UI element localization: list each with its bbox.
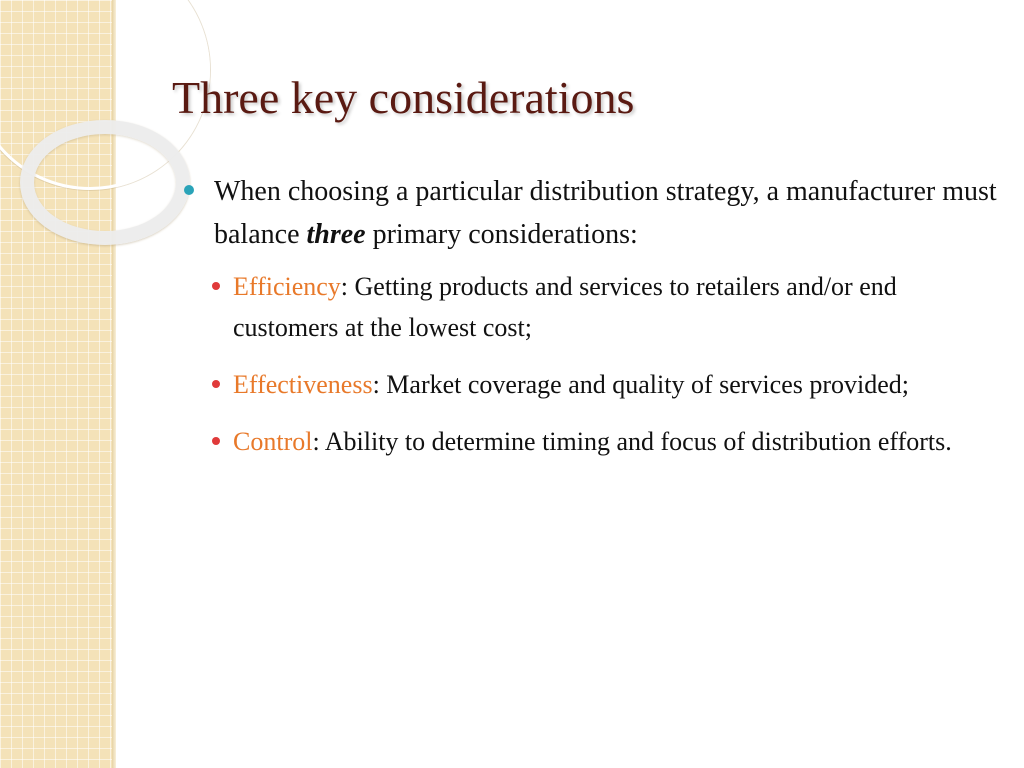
main-bullet-emphasis: three (306, 219, 366, 250)
sub-bullet-effectiveness (182, 364, 1002, 405)
sub-bullet-list (182, 266, 1002, 462)
main-bullet-text-after: primary considerations: (365, 219, 638, 250)
bullet-dot-icon (184, 185, 194, 195)
sub-bullet-term: Effectiveness (233, 370, 373, 399)
slide-title: Three key considerations (172, 72, 635, 123)
main-bullet (182, 170, 1002, 256)
sub-bullet-text: : Getting products and services to retailers and/or end customers at the lowest cost; (233, 272, 897, 342)
main-bullet-text-before: When choosing a particular distribution strategy, a manufacturer must balance (214, 176, 997, 250)
decorative-ring-small (20, 120, 190, 245)
sub-bullet-text: : Ability to determine timing and focus of distribution efforts. (312, 427, 952, 456)
sub-bullet-efficiency (182, 266, 1002, 348)
sub-bullet-dot-icon (212, 282, 220, 290)
sub-bullet-term: Efficiency (233, 272, 341, 301)
sub-bullet-control (182, 421, 1002, 462)
sub-bullet-dot-icon (212, 380, 220, 388)
sub-bullet-text: : Market coverage and quality of services provided; (372, 370, 909, 399)
slide-content (182, 170, 1002, 478)
sub-bullet-dot-icon (212, 437, 220, 445)
sub-bullet-term: Control (233, 427, 313, 456)
